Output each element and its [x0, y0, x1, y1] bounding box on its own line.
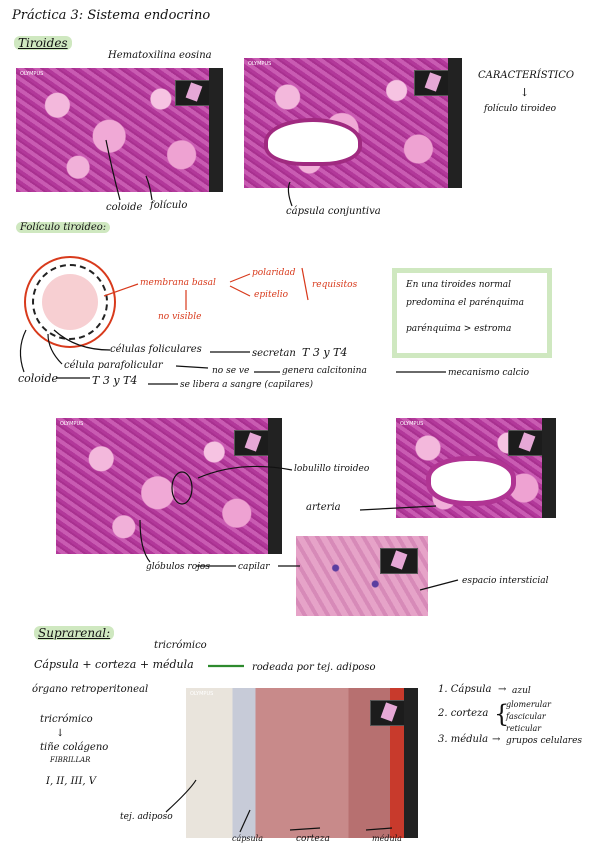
celula-parafolicular-label: célula parafolicular [64, 360, 163, 371]
stain-label: Hematoxilina eosina [108, 50, 212, 61]
no-se-ve-label: no se ve [212, 366, 250, 376]
t3t4-b: T 3 y T4 [92, 374, 138, 387]
capsula-conjuntiva-label: cápsula conjuntiva [286, 206, 381, 217]
arrow-down-2: ↓ [56, 728, 65, 739]
mecanismo-label: mecanismo calcio [448, 368, 529, 378]
liberan-label: se libera a sangre (capilares) [180, 380, 313, 390]
organo-label: órgano retroperitoneal [32, 684, 149, 695]
coloide-label: coloide [106, 202, 143, 213]
list-2-brace: { [494, 700, 510, 728]
capsula-img-label: cápsula [232, 834, 263, 843]
fibrillar-label: FIBRILLAR [50, 756, 91, 764]
note-line-3: parénquima > estroma [406, 324, 512, 334]
olympus-logo: OLYMPUS [400, 421, 424, 427]
tej-adiposo-label: tej. adiposo [120, 812, 173, 822]
list-3-arrow: → [492, 734, 501, 745]
olympus-logo: OLYMPUS [190, 691, 214, 697]
list-2-a: 2. corteza [438, 708, 489, 719]
tine-label: tiñe colágeno [40, 742, 109, 753]
list-1-arrow: → [498, 684, 507, 695]
arteria-label: arteria [306, 502, 341, 513]
lobulillo-label: lobulillo tiroideo [294, 464, 370, 474]
list-2-g: glomerular [506, 700, 551, 709]
arrow-down-1: ↓ [520, 86, 530, 99]
epitelio-label: epitelio [254, 290, 289, 300]
section-title-tiroides: Tiroides [14, 36, 72, 50]
note-line-2: predomina el parénquima [406, 298, 524, 308]
espacio-label: espacio intersticial [462, 576, 549, 586]
rodeada-label: rodeada por tej. adiposo [252, 662, 376, 673]
tricromico-label: tricrómico [40, 714, 93, 725]
globulos-label: glóbulos rojos [146, 562, 210, 572]
section-title-foliculo: Folículo tiroideo: [16, 222, 110, 233]
olympus-logo: OLYMPUS [248, 61, 272, 67]
list-2-r: reticular [506, 724, 542, 733]
tricromico-top-label: tricrómico [154, 640, 207, 651]
list-1-b: azul [512, 686, 531, 696]
no-visible-label: no visible [158, 312, 202, 322]
list-2-f: fascicular [506, 712, 546, 721]
caracteristico-label: CARACTERÍSTICO [478, 70, 575, 81]
foliculo-label: folículo [150, 200, 188, 211]
coloide-label-2: coloide [18, 372, 58, 385]
celulas-foliculares-label: células foliculares [110, 344, 202, 355]
olympus-logo: OLYMPUS [20, 71, 44, 77]
capilar-label: capilar [238, 562, 270, 572]
list-3-b: grupos celulares [506, 736, 583, 746]
corteza-img-label: corteza [296, 834, 330, 844]
membrana-basal-label: membrana basal [140, 278, 216, 288]
note-line-1: En una tiroides normal [406, 280, 512, 290]
page-title: Práctica 3: Sistema endocrino [12, 8, 211, 23]
tipos-label: I, II, III, V [46, 776, 96, 787]
section-title-suprarenal: Suprarenal: [34, 626, 114, 640]
list-3-a: 3. médula [438, 734, 489, 745]
foliculo-tiroideo-label: folículo tiroideo [484, 104, 557, 114]
polaridad-label: polaridad [252, 268, 296, 278]
olympus-logo: OLYMPUS [60, 421, 84, 427]
medula-img-label: médula [372, 834, 402, 843]
requisitos-label: requisitos [312, 280, 358, 290]
list-1-a: 1. Cápsula [438, 684, 492, 695]
capsula-corteza-medula: Cápsula + corteza + médula [34, 658, 194, 671]
secretan-label: secretan [252, 348, 296, 359]
t3t4-a: T 3 y T4 [302, 346, 348, 359]
genera-label: genera calcitonina [282, 366, 367, 376]
